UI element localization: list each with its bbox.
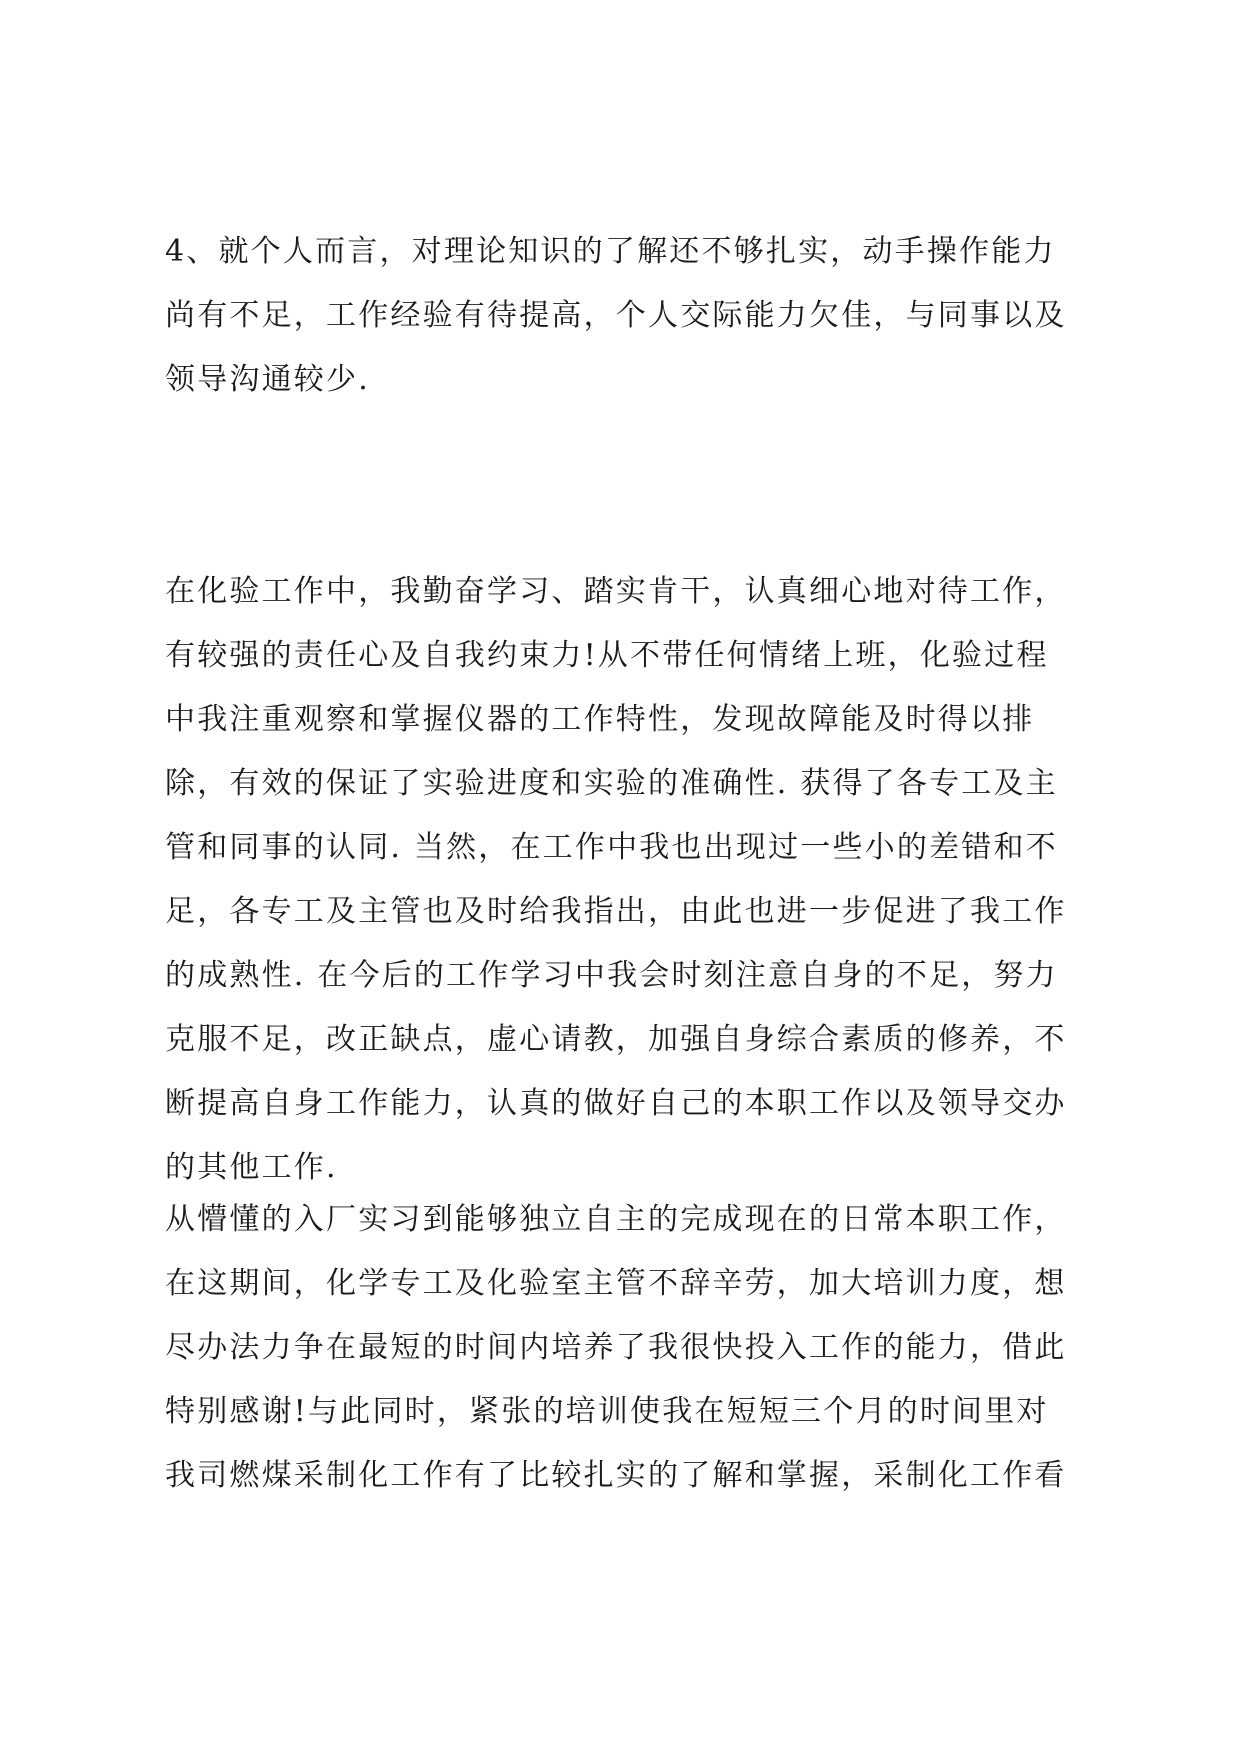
text-line: 足，各专工及主管也及时给我指出，由此也进一步促进了我工作 bbox=[165, 894, 1067, 929]
text-line: 在这期间，化学专工及化验室主管不辞辛劳，加大培训力度，想 bbox=[165, 1266, 1067, 1301]
text-line: 我司燃煤采制化工作有了比较扎实的了解和掌握，采制化工作看 bbox=[165, 1458, 1067, 1493]
paragraph-training-thanks bbox=[165, 1188, 1095, 1508]
text-line: 尚有不足，工作经验有待提高，个人交际能力欠佳，与同事以及 bbox=[165, 298, 1067, 333]
text-line: 4、就个人而言，对理论知识的了解还不够扎实，动手操作能力 bbox=[165, 234, 1056, 269]
text-line: 的其他工作. bbox=[165, 1150, 338, 1185]
text-line: 断提高自身工作能力，认真的做好自己的本职工作以及领导交办 bbox=[165, 1086, 1067, 1121]
paragraph-personal-shortcomings bbox=[165, 220, 1095, 412]
paragraph-lab-work bbox=[165, 560, 1095, 1200]
text-line: 特别感谢!与此同时，紧张的培训使我在短短三个月的时间里对 bbox=[165, 1394, 1049, 1429]
text-line: 从懵懂的入厂实习到能够独立自主的完成现在的日常本职工作， bbox=[165, 1202, 1067, 1237]
text-line: 中我注重观察和掌握仪器的工作特性，发现故障能及时得以排 bbox=[165, 702, 1035, 737]
text-line: 克服不足，改正缺点，虚心请教，加强自身综合素质的修养，不 bbox=[165, 1022, 1067, 1057]
text-line: 管和同事的认同. 当然，在工作中我也出现过一些小的差错和不 bbox=[165, 830, 1058, 865]
text-line: 有较强的责任心及自我约束力!从不带任何情绪上班，化验过程 bbox=[165, 638, 1049, 673]
text-line: 领导沟通较少. bbox=[165, 362, 370, 397]
text-line: 在化验工作中，我勤奋学习、踏实肯干，认真细心地对待工作， bbox=[165, 574, 1067, 609]
text-line: 的成熟性. 在今后的工作学习中我会时刻注意自身的不足，努力 bbox=[165, 958, 1058, 993]
text-line: 尽办法力争在最短的时间内培养了我很快投入工作的能力，借此 bbox=[165, 1330, 1067, 1365]
text-line: 除，有效的保证了实验进度和实验的准确性. 获得了各专工及主 bbox=[165, 766, 1058, 801]
